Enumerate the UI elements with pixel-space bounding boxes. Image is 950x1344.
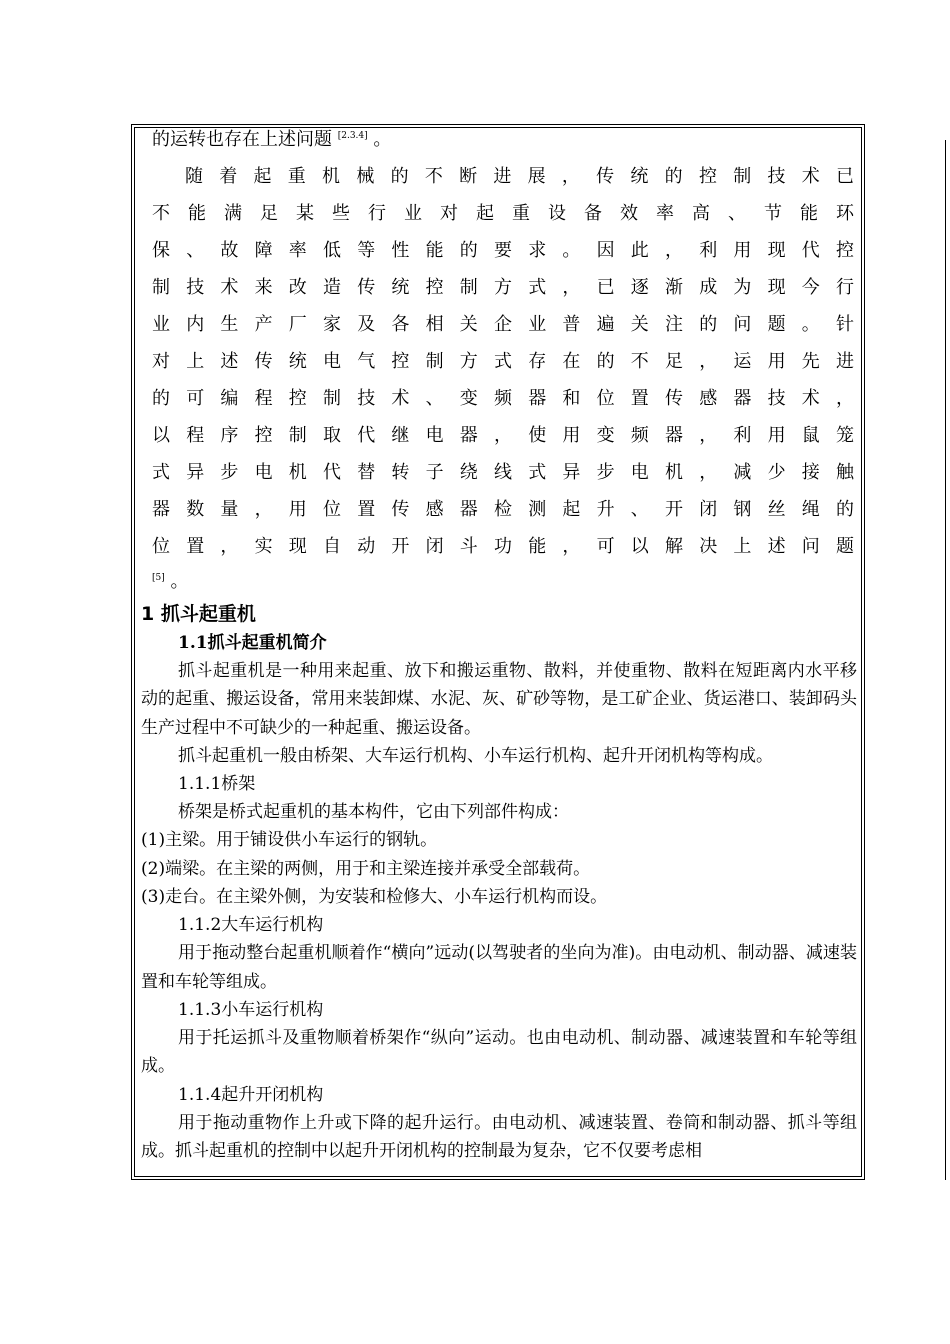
- intro-line-12: [5] 。: [152, 571, 189, 592]
- intro-line-9: 式异步电机代替转子绕线式异步电机，减少接触: [152, 462, 854, 483]
- intro-line-10: 器数量，用位置传感器检测起升、开闭钢丝绳的: [152, 499, 854, 520]
- intro-line-6: 对上述传统电气控制方式存在的不足，运用先进: [152, 351, 854, 372]
- paragraph-bridge: 桥架是桥式起重机的基本构件，它由下列部件构成：: [178, 802, 569, 823]
- heading-hoist-mechanism: 1.1.4起升开闭机构: [178, 1084, 324, 1105]
- intro-line-2: 不能满足某些行业对起重设备效率高、节能环: [152, 203, 854, 224]
- intro-line-3: 保、故障率低等性能的要求。因此，利用现代控: [152, 240, 854, 261]
- heading-trolley-mechanism: 1.1.3小车运行机构: [178, 999, 324, 1020]
- list-item-end-beam: (2)端梁。在主梁的两侧，用于和主梁连接并承受全部载荷。: [141, 858, 591, 879]
- list-item-main-beam: (1)主梁。用于铺设供小车运行的钢轨。: [141, 830, 438, 851]
- document-frame: [131, 124, 865, 1180]
- page-content: [141, 125, 857, 1165]
- paragraph-composition: 抓斗起重机一般由桥架、大车运行机构、小车运行机构、起升开闭机构等构成。: [178, 745, 773, 766]
- intro-line-5: 业内生产厂家及各相关企业普遍关注的问题。针: [152, 314, 854, 335]
- intro-line-7: 的可编程控制技术、变频器和位置传感器技术，: [152, 388, 854, 409]
- list-item-walkway: (3)走台。在主梁外侧，为安装和检修大、小车运行机构而设。: [141, 887, 608, 908]
- section-heading: 1 抓斗起重机: [141, 603, 256, 625]
- heading-cart-mechanism: 1.1.2大车运行机构: [178, 915, 324, 936]
- intro-line-11: 位置，实现自动开闭斗功能，可以解决上述问题: [152, 536, 854, 557]
- paragraph-hoist-mechanism: 用于拖动重物作上升或下降的起升运行。由电动机、减速装置、卷筒和制动器、抓斗等组成。抓斗起重机的控制中以起升开闭机构的控制最为复杂，它不仅要考虑相: [141, 1112, 857, 1161]
- paragraph-cart-mechanism: 用于拖动整台起重机顺着作“横向”远动(以驾驶者的坐向为准)。由电动机、制动器、减速装置和车轮等组成。: [141, 943, 857, 992]
- paragraph-trolley-mechanism: 用于托运抓斗及重物顺着桥架作“纵向”运动。也由电动机、制动器、减速装置和车轮等组成。: [141, 1027, 857, 1077]
- right-edge-line: [945, 140, 946, 1180]
- paragraph-intro: 抓斗起重机是一种用来起重、放下和搬运重物、散料，并使重物、散料在短距离内水平移动的起重、搬运设备，常用来装卸煤、水泥、灰、矿砂等物，是工矿企业、货运港口、装卸码头生产过程中不可缺少的一种起重、搬运设备。: [141, 661, 857, 738]
- subsection-heading: 1.1抓斗起重机简介: [178, 633, 327, 653]
- intro-line-8: 以程序控制取代继电器，使用变频器，利用鼠笼: [152, 425, 854, 446]
- heading-bridge: 1.1.1桥架: [178, 774, 256, 795]
- intro-line-0: 的运转也存在上述问题 [2.3.4] 。: [152, 129, 392, 150]
- intro-line-4: 制技术来改造传统控制方式，已逐渐成为现今行: [152, 277, 854, 298]
- intro-line-1: 随着起重机械的不断进展，传统的控制技术已: [185, 166, 854, 187]
